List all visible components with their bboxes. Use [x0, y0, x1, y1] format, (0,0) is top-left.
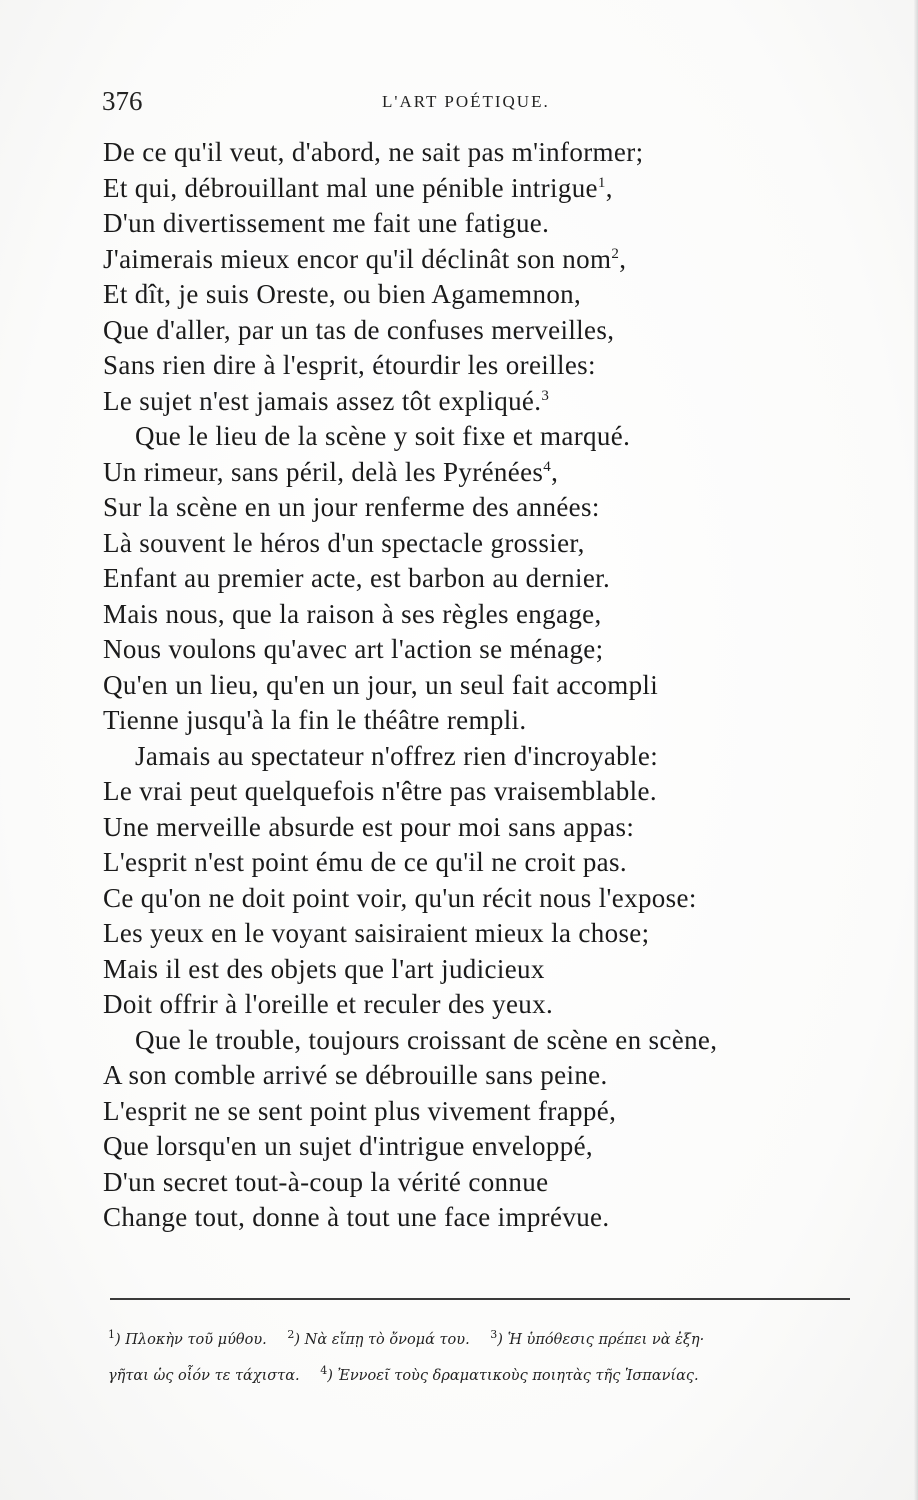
- footnote-marker-4: 4: [320, 1364, 328, 1378]
- verse-text: Que le trouble, toujours croissant de scène en scène,: [135, 1024, 718, 1055]
- verse-line: [103, 277, 823, 313]
- verse-line: [103, 952, 823, 988]
- verse-line: [103, 845, 823, 881]
- verse-line: [103, 774, 823, 810]
- footnote-text-2: Νὰ εἴπῃ τὸ ὄνομά του.: [304, 1332, 470, 1348]
- running-title: L'ART POÉTIQUE.: [382, 92, 550, 111]
- verse-line: [103, 632, 823, 668]
- verse-text: Tienne jusqu'à la fin le théâtre rempli.: [103, 705, 527, 735]
- page-edge-shadow: [914, 0, 918, 1500]
- verse-text: Enfant au premier acte, est barbon au dernier.: [103, 563, 611, 593]
- verse-text: Que le lieu de la scène y soit fixe et marqué.: [135, 421, 631, 451]
- verse-line: [103, 916, 823, 952]
- verse-text: Sur la scène en un jour renferme des années:: [103, 492, 600, 522]
- verse-line: [103, 987, 823, 1023]
- footnote-text-1: Πλοκὴν τοῦ μύθου.: [125, 1332, 267, 1348]
- verse-text: De ce qu'il veut, d'abord, ne sait pas m'informer;: [103, 137, 644, 167]
- verse-text: Doit offrir à l'oreille et reculer des yeux.: [103, 989, 554, 1019]
- footnotes: [108, 1322, 868, 1394]
- verse-line: [103, 597, 823, 633]
- verse-line: [103, 561, 823, 597]
- verse-line: [103, 206, 823, 242]
- footnote-reference: 2: [611, 245, 620, 262]
- footnote-reference: 3: [541, 387, 550, 404]
- verse-text: Change tout, donne à tout une face imprévue.: [103, 1202, 610, 1232]
- verse-text: Mais nous, que la raison à ses règles engage,: [103, 598, 602, 629]
- footnote-line-2: γῆται ὡς οἷόν τε τάχιστα. $^4$) Ἐννοεῖ τοὺς δραματικοὺς ποιητὰς τῆς Ἱσπανίας.: [108, 1364, 699, 1384]
- footnote-separator: [110, 1298, 850, 1300]
- verse-text: Jamais au spectateur n'offrez rien d'incroyable:: [135, 740, 659, 771]
- verse-text: Une merveille absurde est pour moi sans appas:: [103, 811, 635, 842]
- footnote-text-3: Ἡ ὑπόθεσις πρέπει νὰ ἐξη·: [507, 1332, 705, 1348]
- verse-line: [103, 1129, 823, 1165]
- verse-line: [103, 242, 823, 278]
- verse-line: [103, 668, 823, 704]
- verse-punctuation: ,: [619, 243, 627, 274]
- footnote-reference: 4: [543, 458, 552, 475]
- footnote-reference: 1: [597, 174, 606, 191]
- verse-line: [103, 135, 823, 171]
- verse-text: D'un secret tout-à-coup la vérité connue: [103, 1166, 549, 1197]
- verse-text: A son comble arrivé se débrouille sans peine.: [103, 1060, 608, 1090]
- verse-line: [103, 313, 823, 349]
- verse-text: Le sujet n'est jamais assez tôt expliqué.: [103, 385, 542, 416]
- verse-text: L'esprit n'est point ému de ce qu'il ne croit pas.: [103, 847, 627, 877]
- verse-line: [103, 739, 823, 775]
- verse-text: J'aimerais mieux encor qu'il déclinât son nom: [103, 243, 612, 274]
- page-header: [102, 86, 802, 120]
- verse-text: L'esprit ne se sent point plus vivement frappé,: [103, 1095, 617, 1126]
- footnote-marker-2: 2: [287, 1328, 295, 1342]
- page-number: 376: [102, 86, 143, 116]
- verse-text: Que lorsqu'en un sujet d'intrigue enveloppé,: [103, 1131, 594, 1161]
- verse-line: [103, 455, 823, 491]
- footnote-text-4: Ἐννοεῖ τοὺς δραματικοὺς ποιητὰς τῆς Ἱσπανίας.: [337, 1368, 699, 1384]
- verse-line: [103, 881, 823, 917]
- verse-text: Sans rien dire à l'esprit, étourdir les oreilles:: [103, 350, 596, 380]
- verse-punctuation: ,: [551, 456, 559, 487]
- verse-text: Qu'en un lieu, qu'en un jour, un seul fait accompli: [103, 669, 659, 700]
- verse-line: [103, 490, 823, 526]
- verse-text: Que d'aller, par un tas de confuses merveilles,: [103, 314, 615, 345]
- verse-line: [103, 384, 823, 420]
- verse-line: [103, 419, 823, 455]
- verse-line: [103, 1058, 823, 1094]
- verse-line: [103, 171, 823, 207]
- footnote-text-3-continued: γῆται ὡς οἷόν τε τάχιστα.: [108, 1368, 300, 1384]
- verse-line: [103, 526, 823, 562]
- verse-text: Là souvent le héros d'un spectacle grossier,: [103, 527, 585, 558]
- verse-line: [103, 810, 823, 846]
- verse-line: [103, 1094, 823, 1130]
- footnote-marker-1: 1: [108, 1328, 115, 1342]
- verse-text: Et dît, je suis Oreste, ou bien Agamemnon,: [103, 279, 582, 309]
- verse-line: [103, 1023, 823, 1059]
- verse-punctuation: ,: [605, 172, 613, 203]
- poem-text: [103, 135, 823, 1236]
- verse-text: Et qui, débrouillant mal une pénible intrigue: [103, 172, 598, 203]
- verse-line: [103, 1165, 823, 1201]
- verse-text: D'un divertissement me fait une fatigue.: [103, 208, 550, 238]
- verse-line: [103, 1200, 823, 1236]
- verse-text: Le vrai peut quelquefois n'être pas vraisemblable.: [103, 776, 657, 806]
- verse-text: Ce qu'on ne doit point voir, qu'un récit nous l'expose:: [103, 882, 697, 913]
- footnote-line-1: $^1$) Πλοκὴν τοῦ μύθου. $^2$) Νὰ εἴπῃ τὸ ὄνομά του. $^3$) Ἡ ὑπόθεσις πρέπει νὰ ἐξη·: [108, 1328, 705, 1348]
- verse-text: Nous voulons qu'avec art l'action se ménage;: [103, 634, 604, 664]
- verse-text: Mais il est des objets que l'art judicieux: [103, 953, 545, 984]
- verse-line: [103, 348, 823, 384]
- verse-text: Les yeux en le voyant saisiraient mieux la chose;: [103, 918, 650, 948]
- footnote-marker-3: 3: [490, 1328, 498, 1342]
- verse-text: Un rimeur, sans péril, delà les Pyrénées: [103, 456, 544, 487]
- verse-line: [103, 703, 823, 739]
